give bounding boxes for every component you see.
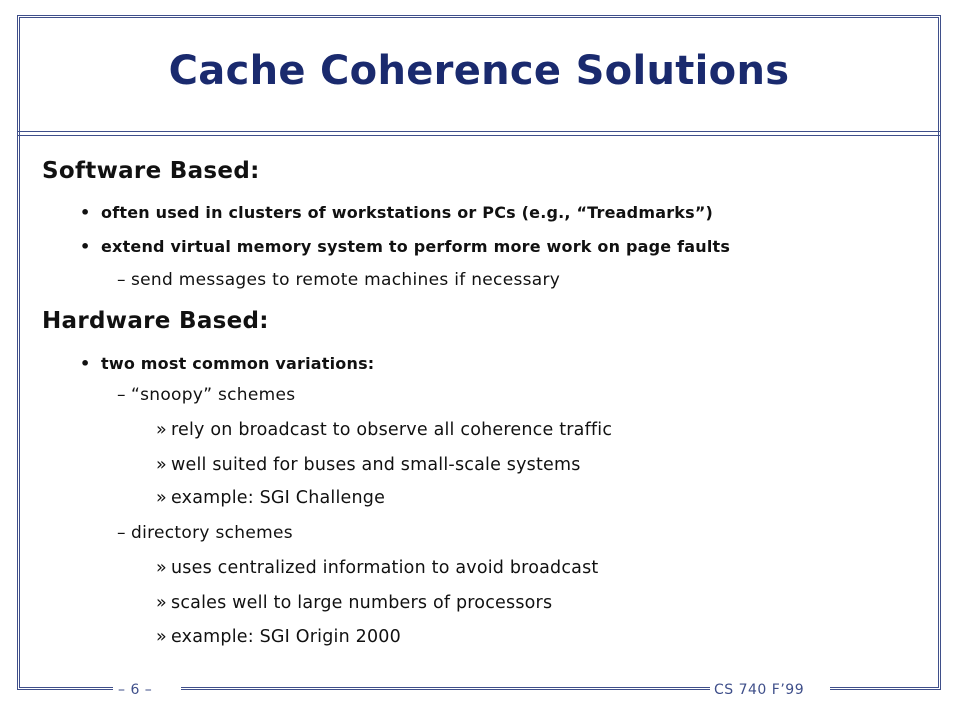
sub-bullet-text: send messages to remote machines if necessary [131,270,561,290]
sub-sub-bullet-text: example: SGI Challenge [171,488,386,508]
section-heading-hardware: Hardware Based: [42,308,269,334]
dash-marker: – [117,270,126,290]
bullet-text: two most common variations: [101,354,375,373]
bullet-marker: • [80,237,91,256]
dash-marker: – [117,385,126,405]
bullet-text: extend virtual memory system to perform more work on page faults [101,237,731,256]
section-heading-software: Software Based: [42,158,260,184]
bullet-text: often used in clusters of workstations or PCs (e.g., “Treadmarks”) [101,203,714,222]
slide-frame [17,15,941,690]
chevron-marker: » [156,593,167,613]
chevron-marker: » [156,420,167,440]
bullet-marker: • [80,354,91,373]
sub-sub-bullet-text: well suited for buses and small-scale systems [171,455,581,475]
chevron-marker: » [156,558,167,578]
chevron-marker: » [156,488,167,508]
page-number: – 6 – [118,682,153,698]
chevron-marker: » [156,627,167,647]
sub-sub-bullet-text: scales well to large numbers of processors [171,593,553,613]
course-label: CS 740 F’99 [714,682,805,698]
title-divider [17,131,941,136]
bullet-marker: • [80,203,91,222]
slide-title: Cache Coherence Solutions [168,48,790,94]
sub-bullet-text: directory schemes [131,523,293,543]
sub-sub-bullet-text: example: SGI Origin 2000 [171,627,401,647]
sub-sub-bullet-text: uses centralized information to avoid broadcast [171,558,599,578]
chevron-marker: » [156,455,167,475]
dash-marker: – [117,523,126,543]
sub-bullet-text: “snoopy” schemes [131,385,296,405]
sub-sub-bullet-text: rely on broadcast to observe all coherence traffic [171,420,613,440]
